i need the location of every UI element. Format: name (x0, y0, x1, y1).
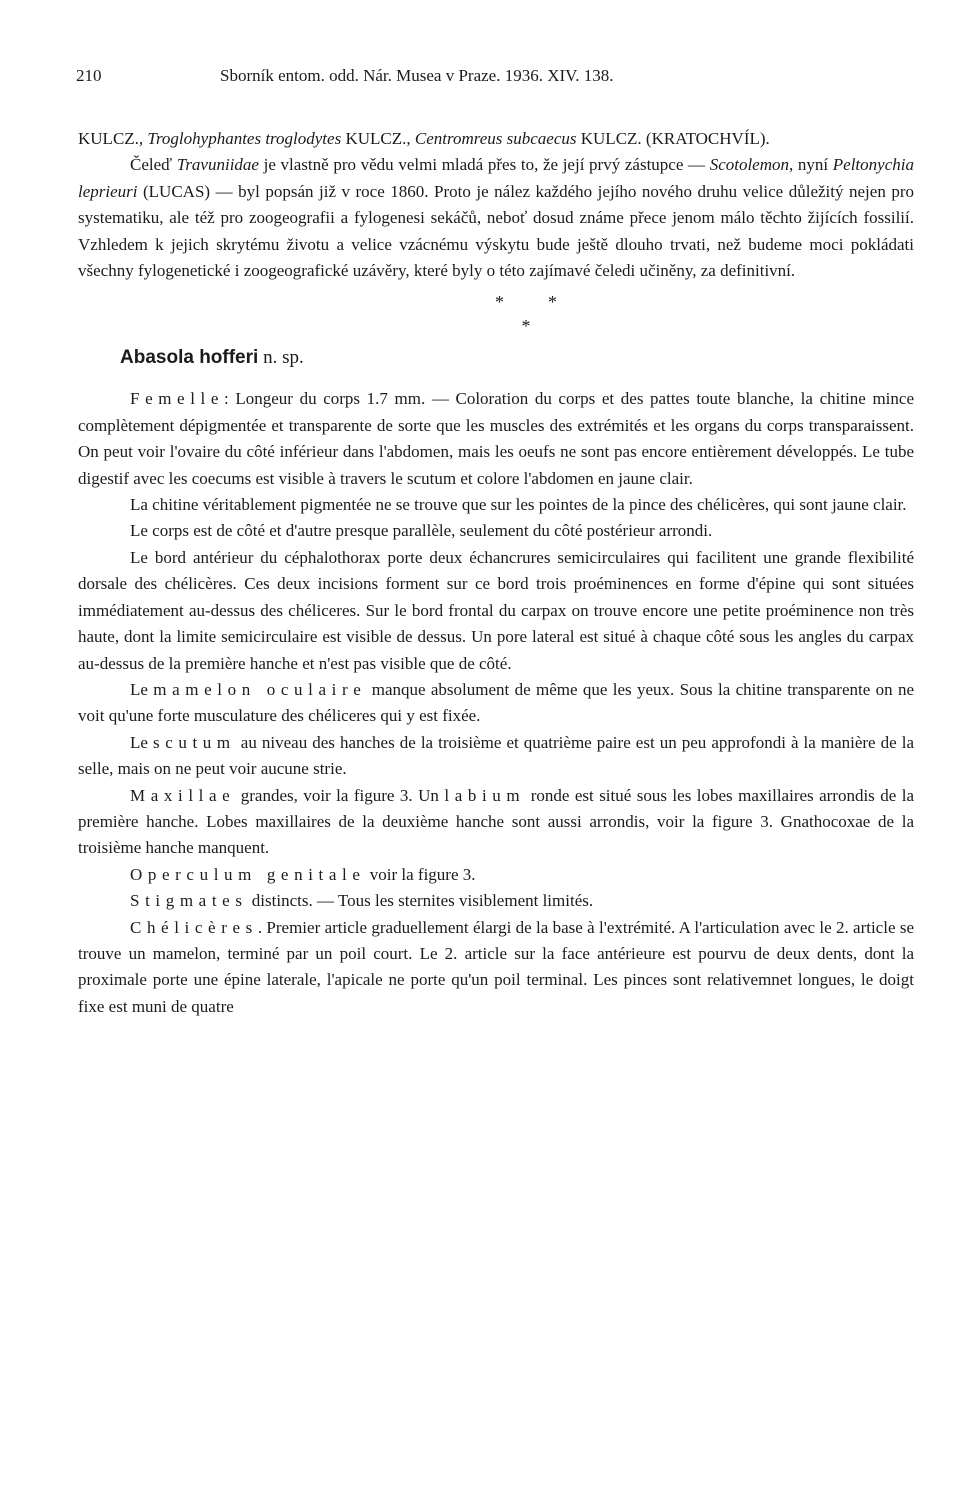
text-run: Čeleď (130, 155, 177, 175)
text-run: . Premier article graduellement élargi de la base à l'extrémité. A l'articulation avec le 2. article se trouve un mamelon, terminé par un poil court. Le 2. article sur la face antérieure est pourvu de deux dents, dont la proximale porte une épine laterale, l'apicale ne porte qu'un poil terminal. Les pinces sont relativemnet longues, le doigt fixe est muni de quatre (78, 917, 914, 1016)
spaced-term: mamelon oculaire (153, 679, 367, 699)
asterisk: * (548, 292, 557, 313)
spaced-term: Operculum genitale (130, 864, 366, 884)
spaced-term: Femelle (130, 389, 225, 409)
text-run: ronde est situé sous les lobes maxillaires arrondis de la première hanche. Lobes maxillaires de la deuxième hanche sont aussi arrondis, voir la figure 3. Gnathocoxae de la troisième hanche manquent. (78, 785, 915, 858)
description-paragraph (78, 677, 914, 730)
spaced-term: scutum (152, 732, 236, 752)
text-run: , nyní (789, 155, 833, 175)
description-paragraph (78, 386, 914, 492)
description-paragraph: Le corps est de côté et d'autre presque parallèle, seulement du côté postérieur arrondi. (130, 521, 713, 541)
spaced-term: Stigmates (130, 891, 248, 911)
running-title: Sborník entom. odd. Nár. Musea v Praze. 1936. XIV. 138. (220, 66, 614, 85)
text-run: manque absolument de même que les yeux. Sous la chitine transparente on ne voit qu'une forte musculature des chéliceres qui y est fixée. (78, 679, 914, 726)
text-run: distincts. — Tous les sternites visiblement limités. (247, 891, 594, 911)
description-paragraph: La chitine véritablement pigmentée ne se trouve que sur les pointes de la pince des chélicères, qui sont jaune clair. (130, 495, 907, 515)
text-run: KULCZ., (341, 129, 415, 148)
page-number: 210 (76, 66, 102, 85)
description-paragraph (78, 888, 914, 914)
description-paragraph (78, 862, 914, 888)
species-status: n. sp. (258, 347, 304, 369)
asterisk: * (495, 292, 504, 313)
text-run: : Longeur du corps 1.7 mm. — Coloration du corps et des pattes toute blanche, la chitine mince complètement dépigmentée et transparente de sorte que les muscles des extrémités et les organs du corps transparaissent. On peut voir l'ovaire du côté inférieur dans l'abdomen, mais les oeufs ne sont pas encore entièrement développés. Le tube digestif avec les coecums est visible à travers le scutum et colore l'abdomen en jaune clair. (78, 389, 914, 488)
description-paragraph (78, 915, 914, 1021)
text-run: KULCZ., (78, 129, 148, 148)
running-header (76, 62, 916, 90)
section-separator (138, 290, 914, 338)
spaced-term: labium (444, 785, 526, 805)
czech-paragraph (78, 152, 914, 284)
species-name: Centromreus subcaecus (414, 129, 577, 148)
species-list-line (78, 126, 914, 152)
text-run: voir la figure 3. (365, 864, 476, 884)
description-paragraph (78, 783, 914, 862)
genus-name: Scotolemon (709, 155, 790, 175)
description-paragraph (78, 730, 914, 783)
text-run: Le (130, 679, 154, 699)
text-run: je vlastně pro vědu velmi mladá přes to, že její prvý zástupce — (258, 155, 710, 175)
page-body (78, 126, 914, 1020)
text-run: (LUCAS) — byl popsán již v roce 1860. Proto je nález každého jejího nového druhu velice důležitý nejen pro systematiku, ale též pro zoogeografii a fylogenesi sekáčů, neboť dosud známe přece jenom málo těchto žijících fossilií. Vzhledem k jejich skrytému životu a velice vzácnému výskytu bude ještě dlouho trvati, než budeme moci pokládati všechny fylogenetické i zoogeografické uzávěry, které byly o této zajímavé čeledi učiněny, za definitivní. (78, 181, 914, 281)
asterisk: * (521, 316, 531, 337)
family-name: Travuniidae (176, 155, 259, 175)
spaced-term: Maxillae (130, 785, 236, 805)
text-run: grandes, voir la figure 3. Un (235, 785, 445, 805)
text-run: KULCZ. (KRATOCHVÍL). (576, 129, 770, 148)
text-run: au niveau des hanches de la troisième et quatrième paire est un peu approfondi à la manière de la selle, mais on ne peut voir aucune strie. (78, 732, 915, 779)
description-paragraph: Le bord antérieur du céphalothorax porte deux échancrures semicirculaires qui facilitent une grande flexibilité dorsale des chélicères. Ces deux incisions forment sur ce bord trois proéminences en forme d'épine qui sont situées immédiatement au-dessus des chéliceres. Sur le bord frontal du carpax on trouve encore une petite proéminence non très haute, dont la limite semicirculaire est visible de dessus. Un pore lateral est situé à chaque côté sous les angles du carpax au-dessus de la première hanche et n'est pas visible que de côté. (78, 547, 914, 673)
spaced-term: Chélicères (130, 917, 258, 937)
species-heading (120, 344, 914, 372)
species-name: Troglohyphantes troglodytes (147, 129, 342, 148)
text-run: Le (130, 732, 153, 752)
species-title: Abasola hofferi (120, 347, 259, 369)
species-name: Peltonychia leprieuri (78, 155, 914, 201)
